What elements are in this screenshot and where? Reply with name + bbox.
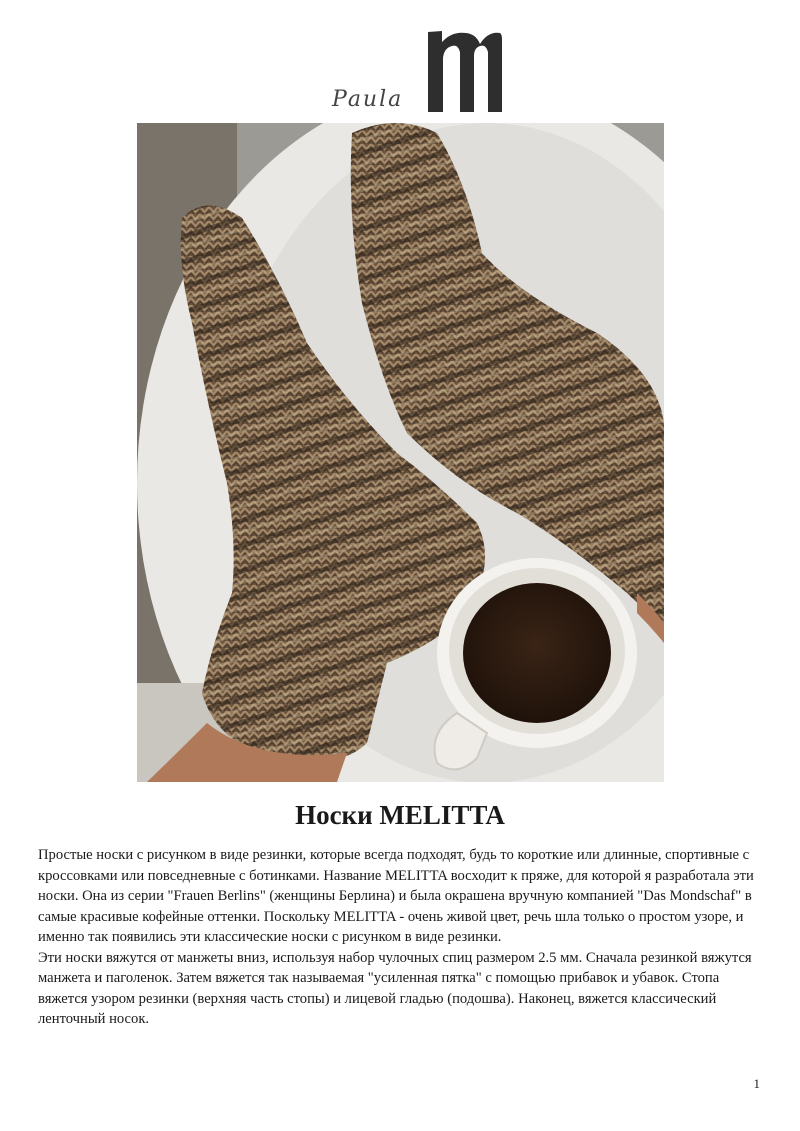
page-number: 1 xyxy=(753,1076,760,1091)
paula-m-logo xyxy=(330,28,502,114)
socks-coffee-photo xyxy=(137,123,664,782)
intro-paragraph: Простые носки с рисунком в виде резинки, которые всегда подходят, будь то короткие или длинные, спортивные с кроссовками или повседневные с ботинками. Название MELITTA восходит к пряже, для которой я разработала эти носки. Она из серии "Frauen Berlins" (женщины Берлина) и была окрашена вручную компанией "Das Mondschaf" в самые красивые кофейные оттенки. Поскольку MELITTA - очень живой цвет, речь шла только о простом узоре, и именно так появились эти классические носки с рисунком в виде резинки. xyxy=(38,847,754,945)
page-title: Носки MELITTA xyxy=(295,800,505,830)
logo-m-mark xyxy=(428,31,502,112)
body-text xyxy=(38,845,762,1030)
construction-paragraph: Эти носки вяжутся от манжеты вниз, используя набор чулочных спиц размером 2.5 мм. Сначала резинкой вяжутся манжета и паголенок. Затем вяжется так называемая "усиленная пятка" с помощью прибавок и убавок. Стопа вяжется узором резинки (верхняя часть стопы) и лицевой гладью (подошва). Наконец, вяжется классический ленточный носок. xyxy=(38,949,752,1027)
logo-script-text: Paula xyxy=(332,87,404,112)
